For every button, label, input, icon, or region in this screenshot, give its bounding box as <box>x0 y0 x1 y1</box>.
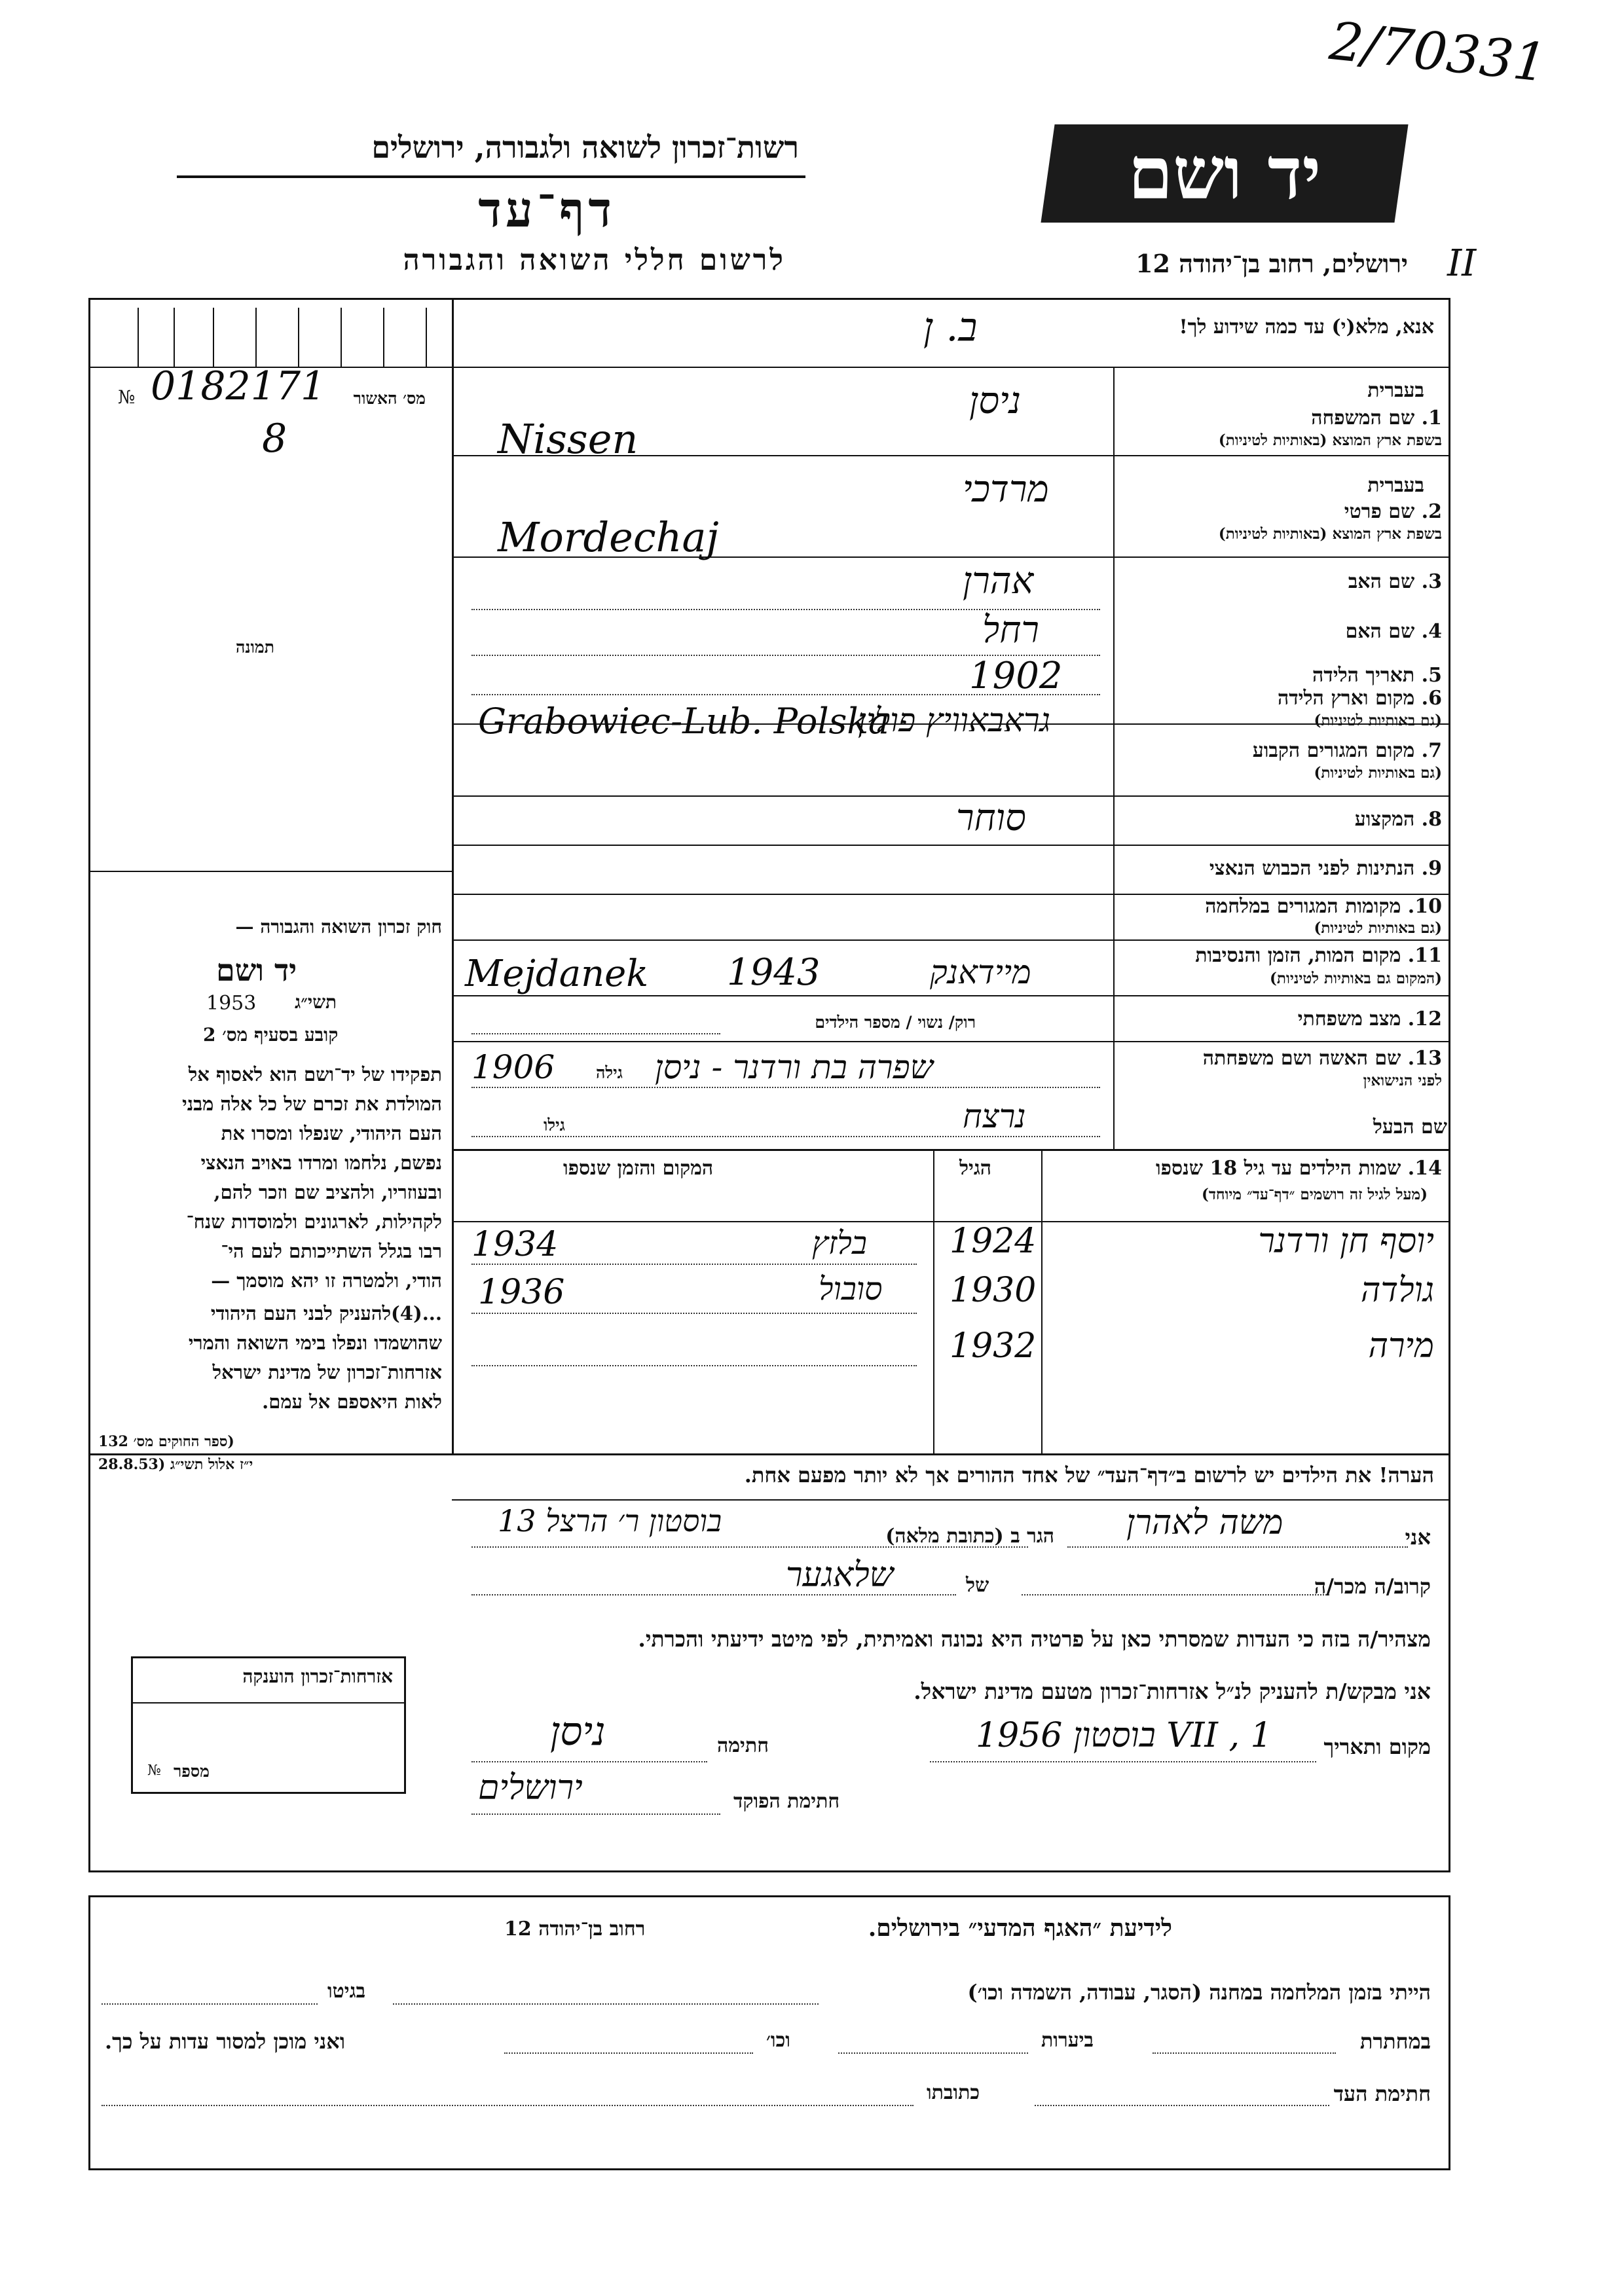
bottom-address: רחוב בן־יהודה 12 <box>504 1918 646 1941</box>
child-dots <box>471 1313 917 1314</box>
row-rule <box>452 1149 1450 1151</box>
child-year: 1934 <box>471 1225 559 1264</box>
husband-dots <box>471 1136 1100 1137</box>
officer-label: חתימת הפוקד <box>733 1790 840 1813</box>
authority-name: רשות־זכרון לשואה ולגבורה, ירושלים <box>371 130 799 165</box>
children-col-divider <box>1041 1149 1043 1453</box>
signature-value: ניסן <box>550 1709 606 1755</box>
f6-value-latin: Grabowiec-Lub. Polska <box>478 701 890 742</box>
law-line: ...(4)להעניק לבני העם היהודי <box>210 1302 442 1324</box>
row-rule <box>452 939 1450 941</box>
husband-value: נרצח <box>963 1097 1026 1135</box>
f11-value-heb: מיידאנק <box>930 953 1031 991</box>
f10-sub: (גם באותיות לטיניות) <box>1314 919 1442 937</box>
husband-label: שם הבעל <box>1373 1116 1447 1139</box>
tick-line <box>213 308 214 367</box>
law-line: ובעוזריו, ולהציב שם וזכר להם, <box>213 1181 442 1203</box>
children-col-divider <box>933 1149 934 1453</box>
children-bottom-rule <box>88 1453 1450 1455</box>
officer-dots <box>471 1813 720 1815</box>
law-line: לקהילות, לארגונים ולמוסדות שנח־ <box>186 1211 442 1233</box>
label-column-divider <box>1113 367 1115 1149</box>
f4-value: רחל <box>982 609 1039 651</box>
f2-latin-value: Mordechaj <box>498 513 719 561</box>
tick-line <box>341 308 342 367</box>
citizenship-box-title: אזרחות־זכרון הוענקה <box>242 1666 393 1687</box>
f5-value: 1902 <box>969 655 1063 697</box>
law-line: נפשם, נלחמו ומרדו באויב הנאצי <box>200 1152 442 1174</box>
f13-sub: לפני הנישואין <box>1363 1072 1442 1089</box>
form-subtitle: לרשום חללי השואה והגבורה <box>403 244 786 277</box>
f13-age-value: 1906 <box>471 1048 555 1086</box>
f7-sub: (גם באותיות לטיניות) <box>1314 764 1442 782</box>
f8-value: סוחר <box>956 797 1026 839</box>
law-year: 1953 <box>206 992 257 1015</box>
f1-heb-value: ניסן <box>969 380 1022 422</box>
citizenship-box-rule <box>131 1702 406 1704</box>
f6-label: 6. מקום וארץ הלידה <box>1277 687 1442 710</box>
relative-value: שלאגער <box>786 1556 894 1595</box>
witness-sig-label: חתימת העד <box>1333 2081 1431 2106</box>
authority-underline <box>177 175 805 178</box>
row-rule <box>452 995 1450 996</box>
law-line: הודי, ולמטרה זו יהא מוסמך — <box>211 1269 442 1292</box>
f13-age-label: גילה <box>596 1063 623 1082</box>
law-source: (ספר החוקים מס׳ 132 <box>98 1433 234 1450</box>
child-year: 1936 <box>478 1273 565 1312</box>
resident-label: הגר ב (כתובת מלאה) <box>885 1525 1054 1548</box>
f11-label: 11. מקום המות, הזמן והנסיבות <box>1195 944 1442 967</box>
signature-dots <box>471 1761 707 1762</box>
child-place: סובול <box>819 1271 883 1307</box>
witness-sig-dots <box>1035 2105 1329 2106</box>
f1-heb-label: בעברית <box>1367 379 1424 402</box>
f5-dots <box>471 694 1100 695</box>
relative-of-label: של <box>966 1574 989 1597</box>
f4-label: 4. שם האם <box>1345 620 1442 643</box>
forests-label: ביערות <box>1041 2029 1094 2052</box>
f2-heb-label: בעברית <box>1367 474 1424 497</box>
f11-sub: (המקום גם באותיות לטיניות) <box>1270 970 1442 987</box>
address-line: ירושלים, רחוב בן־יהודה 12 <box>1135 249 1408 278</box>
address-label: כתובתו <box>927 2081 980 2104</box>
officer-value: ירושלים <box>478 1768 583 1808</box>
f13-dots <box>471 1087 1100 1088</box>
law-line: המולדת את זכרם של כל אלה מבני <box>182 1093 442 1115</box>
underground-dots <box>1153 2052 1336 2054</box>
f2-sub: בשפת ארץ המוצא (באותיות לטיניות) <box>1218 525 1442 543</box>
tick-line <box>426 308 427 367</box>
citizenship-box-no-prefix: № <box>147 1762 161 1779</box>
etc-dots <box>504 2052 753 2054</box>
f8-label: 8. המקצוע <box>1354 808 1442 831</box>
resident-dots <box>471 1546 1028 1548</box>
cert-number: 0182171 <box>151 363 326 409</box>
relative-dots <box>1022 1594 1329 1595</box>
tick-line <box>298 308 299 367</box>
stamp-number: 2/70331 <box>1327 10 1550 94</box>
law-line: רבו בגלל השתייכותם לעם הי־ <box>221 1240 442 1262</box>
row-rule <box>452 1041 1450 1042</box>
f6-sub: (גם באותיות לטיניות) <box>1314 712 1442 729</box>
tick-line <box>255 308 257 367</box>
etc-label: וכו׳ <box>766 2029 790 2052</box>
f12-label: 12. מצב משפחתי <box>1297 1008 1442 1030</box>
f13-label: 13. שם האשה ושם משפחתה <box>1202 1047 1442 1070</box>
law-year-hebrew: תשי״ג <box>295 991 337 1013</box>
husband-age-label: גילו <box>544 1116 565 1135</box>
intro-label: אנא, מלא(י) עד כמה שידוע לך! <box>1179 316 1434 338</box>
child-dots <box>471 1264 917 1265</box>
address-dots <box>101 2105 913 2106</box>
signature-label: חתימה <box>717 1734 769 1757</box>
law-line: תפקידו של יד־ושם הוא לאסוף אל <box>188 1063 442 1085</box>
f6-value-heb: גראבאוויץ פולין <box>858 701 1051 739</box>
row-rule <box>452 795 1450 797</box>
place-date-value: בוסטון 1956 VII , 1 <box>976 1716 1272 1755</box>
bottom-title: לידיעת ״האגף המדעי״ בירושלים. <box>868 1914 1172 1942</box>
law-source: י״ז אלול תשי״ג (28.8.53 <box>98 1456 253 1473</box>
forests-dots <box>838 2052 1028 2054</box>
law-title: חוק זכרון השואה והגבורה — <box>235 916 442 938</box>
child-name: יוסף חן ורדנר <box>1258 1222 1434 1261</box>
tick-line <box>383 308 384 367</box>
f11-value-year: 1943 <box>727 951 821 994</box>
place-date-dots <box>930 1761 1316 1762</box>
f3-label: 3. שם האב <box>1348 570 1442 593</box>
f10-label: 10. מקומות המגורים במלחמה <box>1205 895 1442 918</box>
place-date-label: מקום ותאריך <box>1323 1734 1431 1759</box>
note: הערה! את הילדים יש לרשום ב״דף־העד״ של אחד ההורים אך לא יותר מפעם אחת. <box>744 1463 1434 1487</box>
f11-value-latin: Mejdanek <box>465 953 649 995</box>
citizenship-box-no-label: מספר <box>174 1762 210 1781</box>
row-rule <box>452 845 1450 846</box>
f2-label: 2. שם פרטי <box>1344 500 1442 523</box>
f12-value: רוק/ נשוי / מספר הילדים <box>815 1013 976 1032</box>
relative-dots <box>471 1594 956 1595</box>
child-age: 1924 <box>950 1222 1037 1261</box>
f9-label: 9. הנתינות לפני הכבוש הנאצי <box>1209 857 1442 880</box>
law-line: אזרחות־זכרון של מדינת ישראל <box>212 1361 442 1383</box>
ready-label: ואני מוכן למסור עדות על כך. <box>105 2029 346 2054</box>
law-clause: קובע בסעיף מס׳ 2 <box>203 1024 339 1046</box>
ani-value: משה לאהרן <box>1126 1503 1283 1542</box>
f13-value: שפרה בת ורדנר - ניסן <box>655 1048 934 1086</box>
camp-dots <box>393 2003 819 2005</box>
tick-line <box>174 308 175 367</box>
child-place: בלזץ <box>812 1225 867 1262</box>
ghetto-label: בגיטו <box>327 1980 366 2003</box>
child-name: גולדה <box>1360 1271 1434 1310</box>
tick-line <box>138 308 139 367</box>
declaration-text: מצהיר/ה בזה כי העדות שמסרתי כאן על פרטיה היא נכונה ואמיתית, לפי מיטב ידיעתי והכרתי. <box>638 1626 1431 1652</box>
ani-dots <box>1067 1546 1408 1548</box>
roman-mark: II <box>1447 242 1477 285</box>
f5-label: 5. תאריך הלידה <box>1312 664 1442 687</box>
f1-label: 1. שם המשפחה <box>1311 407 1442 429</box>
f1-sub: בשפת ארץ המוצא (באותיות לטיניות) <box>1218 431 1442 449</box>
f2-heb-value: מרדכי <box>963 468 1049 511</box>
camp-line: הייתי בזמן המלחמה במחנה (הסגר, עבודה, השמדה וכו׳) <box>967 1980 1431 2005</box>
law-top-rule <box>88 871 452 872</box>
underground-label: במחתרת <box>1359 2029 1431 2054</box>
intro-value: ב. ן <box>923 304 978 350</box>
law-line: לאות היאספם אל עמם. <box>262 1391 442 1413</box>
child-dots <box>471 1365 917 1366</box>
f3-value: אהרן <box>963 560 1034 602</box>
logo-text: יד ושם <box>1128 131 1321 215</box>
cert-suffix: 8 <box>262 416 287 462</box>
law-line: שהושמדו ונפלו בימי השואה והמרי <box>188 1332 442 1354</box>
intro-rule <box>452 367 1450 368</box>
note-bottom-rule <box>452 1499 1450 1501</box>
f12-dots <box>471 1033 720 1034</box>
resident-value: בוסטון ר׳ הרצל 13 <box>498 1503 722 1539</box>
child-name: מירה <box>1368 1326 1434 1366</box>
ani-label: אני <box>1405 1525 1431 1550</box>
f14-label: 14. שמות הילדים עד גיל 18 שנספו <box>1155 1157 1442 1180</box>
form-title: דף־עד <box>478 182 616 238</box>
cert-prefix: № <box>118 386 136 408</box>
child-age: 1930 <box>950 1271 1037 1310</box>
child-age: 1932 <box>950 1326 1037 1366</box>
left-column-divider <box>452 298 454 1453</box>
f1-latin-value: Nissen <box>498 415 638 463</box>
request-text: אני מבקש/ת להעניק לנ״ל אזרחות־זכרון מטעם מדינת ישראל. <box>913 1679 1431 1704</box>
law-line: העם היהודי, שנפלו ומסרו את <box>221 1122 442 1144</box>
photo-label: תמונה <box>236 638 274 657</box>
f14-sub: (מעל לגיל זה רושמים ״דף־עד״ מיוחד) <box>1201 1186 1428 1203</box>
ghetto-dots <box>101 2003 318 2005</box>
col-place-time: המקום והזמן שנספו <box>563 1157 714 1180</box>
cert-label: מס׳ האשור <box>353 389 426 408</box>
relative-label: קרוב/ה מכר/ה <box>1314 1574 1431 1599</box>
f7-label: 7. מקום המגורים הקבוע <box>1252 739 1442 762</box>
col-age: הגיל <box>959 1157 992 1180</box>
law-name: יד ושם <box>216 953 297 988</box>
